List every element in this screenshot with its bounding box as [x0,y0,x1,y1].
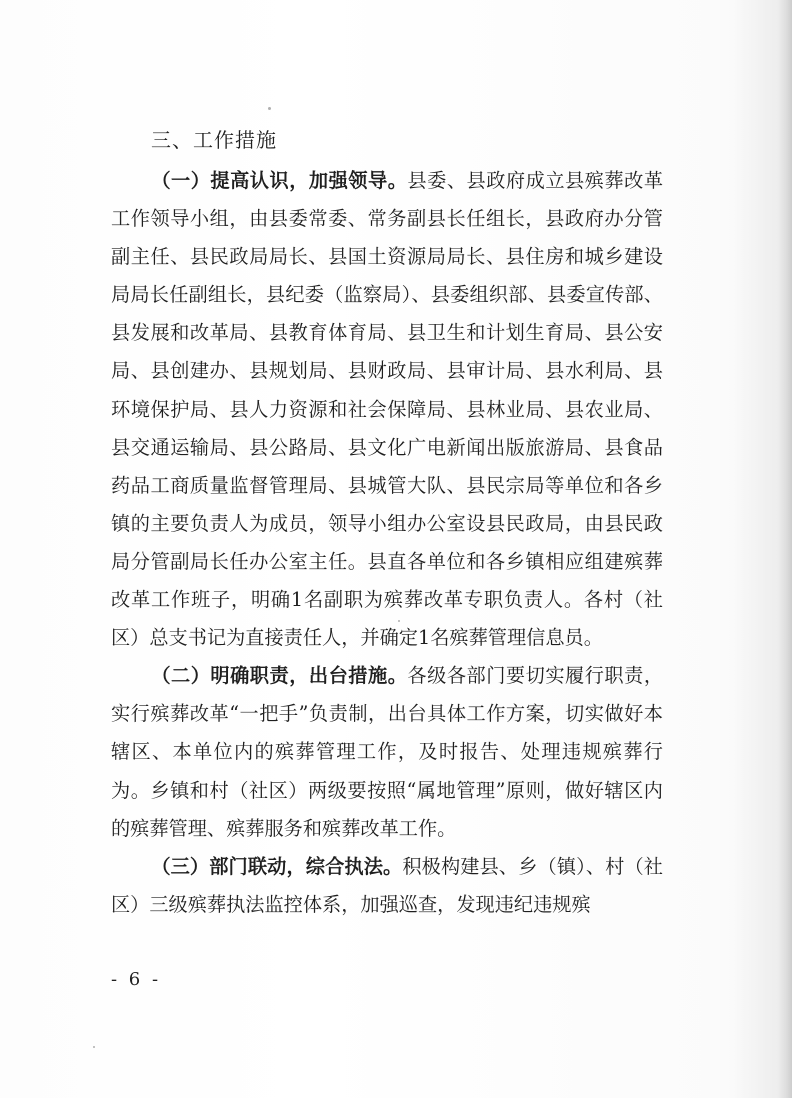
paragraph-1-body: 县委、县政府成立县殡葬改革工作领导小组，由县委常委、常务副县长任组长，县政府办分管副主任、县民政局局长、县国土资源局局长、县住房和城乡建设局局长任副组长，县纪委（监察局）、县委组织部、县委宣传部、县发展和改革局、县教育体育局、县卫生和计划生育局、县公安局、县创建办、县规划局、县财政局、县审计局、县水利局、县环境保护局、县人力资源和社会保障局、县林业局、县农业局、县交通运输局、县公路局、县文化广电新闻出版旅游局、县食品药品工商质量监督管理局、县城管大队、县民宗局等单位和各乡镇的主要负责人为成员，领导小组办公室设县民政局，由县民政局分管副局长任办公室主任。县直各单位和各乡镇相应组建殡葬改革工作班子，明确1名副职为殡葬改革专职负责人。各村（社区）总支书记为直接责任人，并确定1名殡葬管理信息员。 [111,169,664,650]
page-edge-shadow [778,0,792,1098]
document-body [111,118,663,924]
paragraph-1-lead: （一）提高认识，加强领导。 [151,169,408,192]
paragraph-3 [111,848,663,924]
scan-speck [93,1046,95,1048]
paragraph-3-lead: （三）部门联动，综合执法。 [151,854,403,878]
paragraph-1 [111,162,663,657]
paragraph-2-lead: （二）明确职责，出台措施。 [151,664,408,688]
scan-speck [268,107,271,110]
section-heading: 三、工作措施 [151,128,277,152]
paragraph-2 [111,657,663,847]
page-number: - 6 - [111,969,162,990]
paragraph-2-body: 各级各部门要切实履行职责，实行殡葬改革“一把手”负责制，出台具体工作方案，切实做好本辖区、本单位内的殡葬管理工作，及时报告、处理违规殡葬行为。乡镇和村（社区）两级要按照“属地管理”原则，做好辖区内的殡葬管理、殡葬服务和殡葬改革工作。 [111,664,664,840]
paragraph-3-body: 积极构建县、乡（镇）、村（社区）三级殡葬执法监控体系，加强巡查，发现违纪违规殡 [111,854,663,916]
